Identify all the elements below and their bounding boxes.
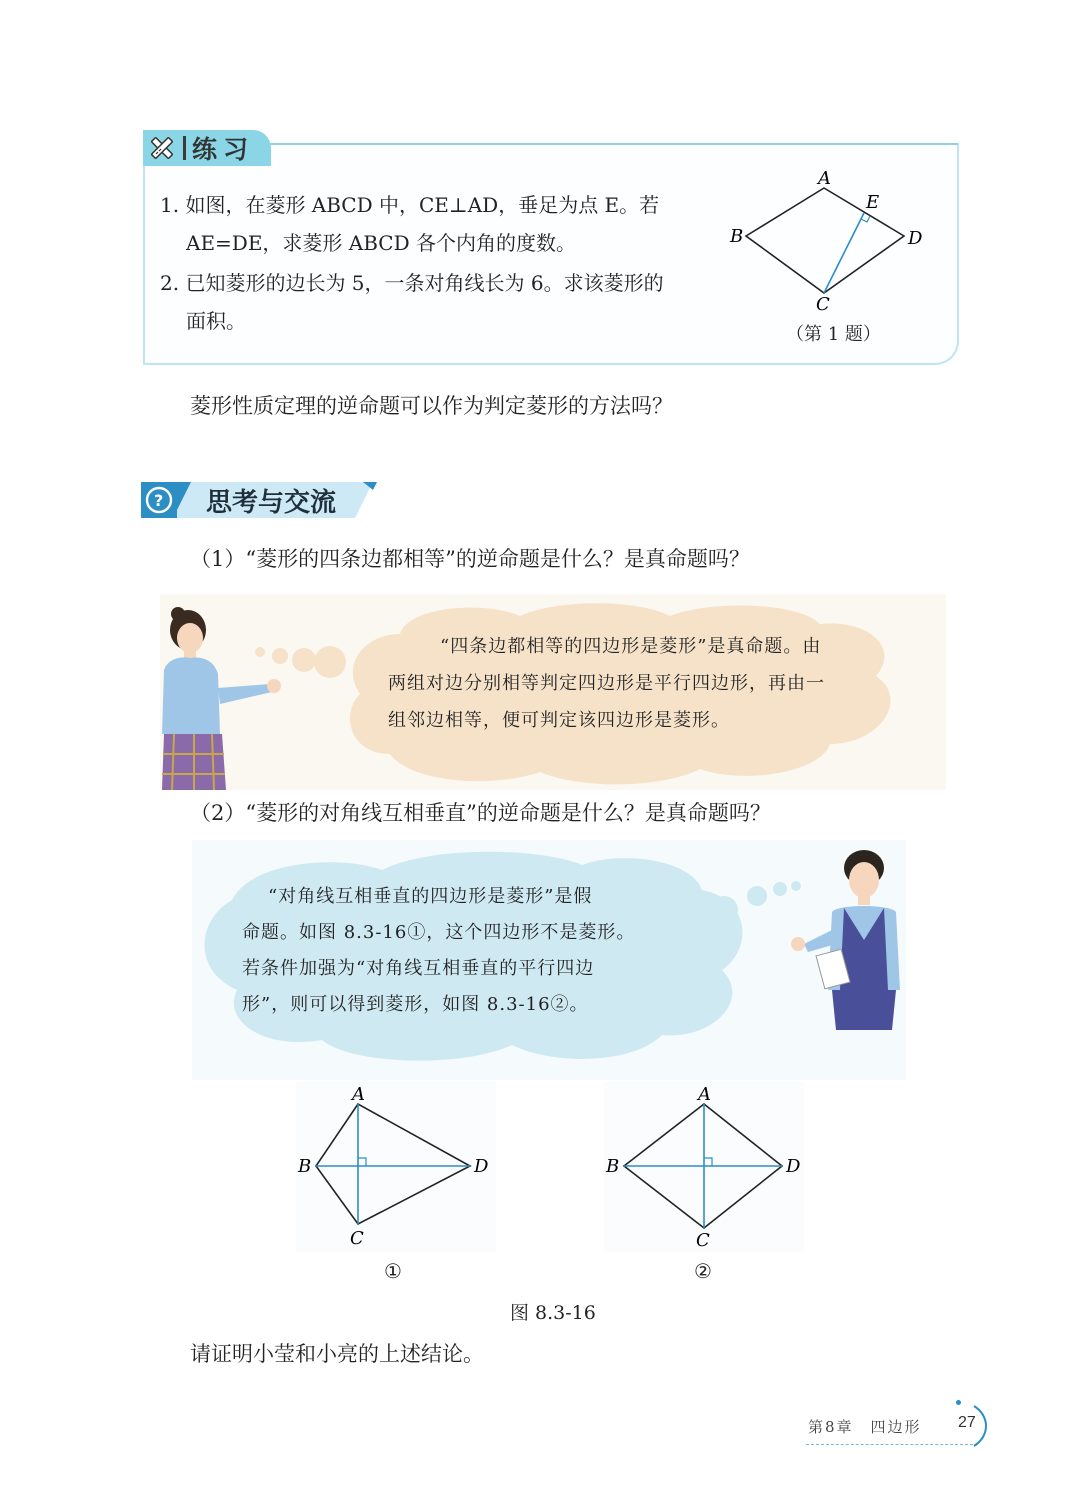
rhombus-figure-q1 [720, 168, 940, 318]
figure-caption: 图 8.3-16 [510, 1302, 596, 1324]
rhombus-figure [604, 1082, 804, 1252]
practice-title: 练习 [192, 135, 255, 164]
vertex-label-a: A [818, 168, 831, 189]
converse-question: 菱形性质定理的逆命题可以作为判定菱形的方法吗？ [190, 394, 673, 418]
figure-label-2: ② [694, 1259, 712, 1283]
question-2-line-2: 面积。 [186, 309, 246, 333]
fig1-label-d: D [474, 1156, 489, 1177]
boy-figure [791, 850, 900, 1030]
kite-figure [296, 1082, 496, 1252]
svg-text:?: ? [154, 491, 164, 510]
fig2-label-c: C [696, 1230, 710, 1251]
practice-header [143, 130, 271, 166]
section-title: 思考与交流 [206, 488, 337, 518]
bubble-2-line-1: “对角线互相垂直的四边形是菱形”是假 [268, 886, 593, 907]
page-number: 27 [958, 1414, 976, 1431]
fig1-label-b: B [298, 1156, 312, 1177]
pencil-ruler-icon [143, 130, 181, 166]
question-1-line-2: AE=DE，求菱形 ABCD 各个内角的度数。 [186, 231, 576, 255]
vertex-label-c: C [816, 294, 830, 315]
question-2-line-1: 2. 已知菱形的边长为 5，一条对角线长为 6。求该菱形的 [160, 271, 664, 295]
bubble-1-line-3: 组邻边相等，便可判定该四边形是菱形。 [388, 710, 730, 731]
question-1-line-1: 1. 如图，在菱形 ABCD 中，CE⊥AD，垂足为点 E。若 [160, 193, 660, 217]
fig2-label-b: B [606, 1156, 620, 1177]
fig1-label-c: C [350, 1228, 364, 1249]
figure-label-1: ① [384, 1259, 402, 1283]
vertex-label-b: B [730, 226, 744, 247]
discussion-question-1: （1）“菱形的四条边都相等”的逆命题是什么？是真命题吗？ [190, 547, 750, 571]
fig2-label-d: D [786, 1156, 801, 1177]
practice-top-border [270, 143, 958, 145]
bubble-2-line-3: 若条件加强为“对角线互相垂直的平行四边 [242, 958, 595, 979]
fig1-label-a: A [352, 1084, 365, 1105]
vertex-label-d: D [908, 228, 923, 249]
footer-chapter: 第8章 四边形 [808, 1418, 922, 1436]
bubble-1-line-2: 两组对边分别相等判定四边形是平行四边形，再由一 [388, 673, 825, 694]
girl-figure [162, 607, 281, 790]
bubble-2-line-2: 命题。如图 8.3-16①，这个四边形不是菱形。 [242, 922, 636, 943]
figure-1-caption: （第 1 题） [786, 324, 881, 345]
discussion-question-2: （2）“菱形的对角线互相垂直”的逆命题是什么？是真命题吗？ [190, 801, 771, 825]
bubble-1-line-1: “四条边都相等的四边形是菱形”是真命题。由 [440, 636, 822, 657]
vertex-label-e: E [866, 192, 880, 213]
prove-prompt: 请证明小莹和小亮的上述结论。 [190, 1342, 484, 1366]
bubble-2-line-4: 形”，则可以得到菱形，如图 8.3-16②。 [242, 994, 589, 1015]
fig2-label-a: A [698, 1084, 711, 1105]
header-divider [183, 136, 186, 160]
